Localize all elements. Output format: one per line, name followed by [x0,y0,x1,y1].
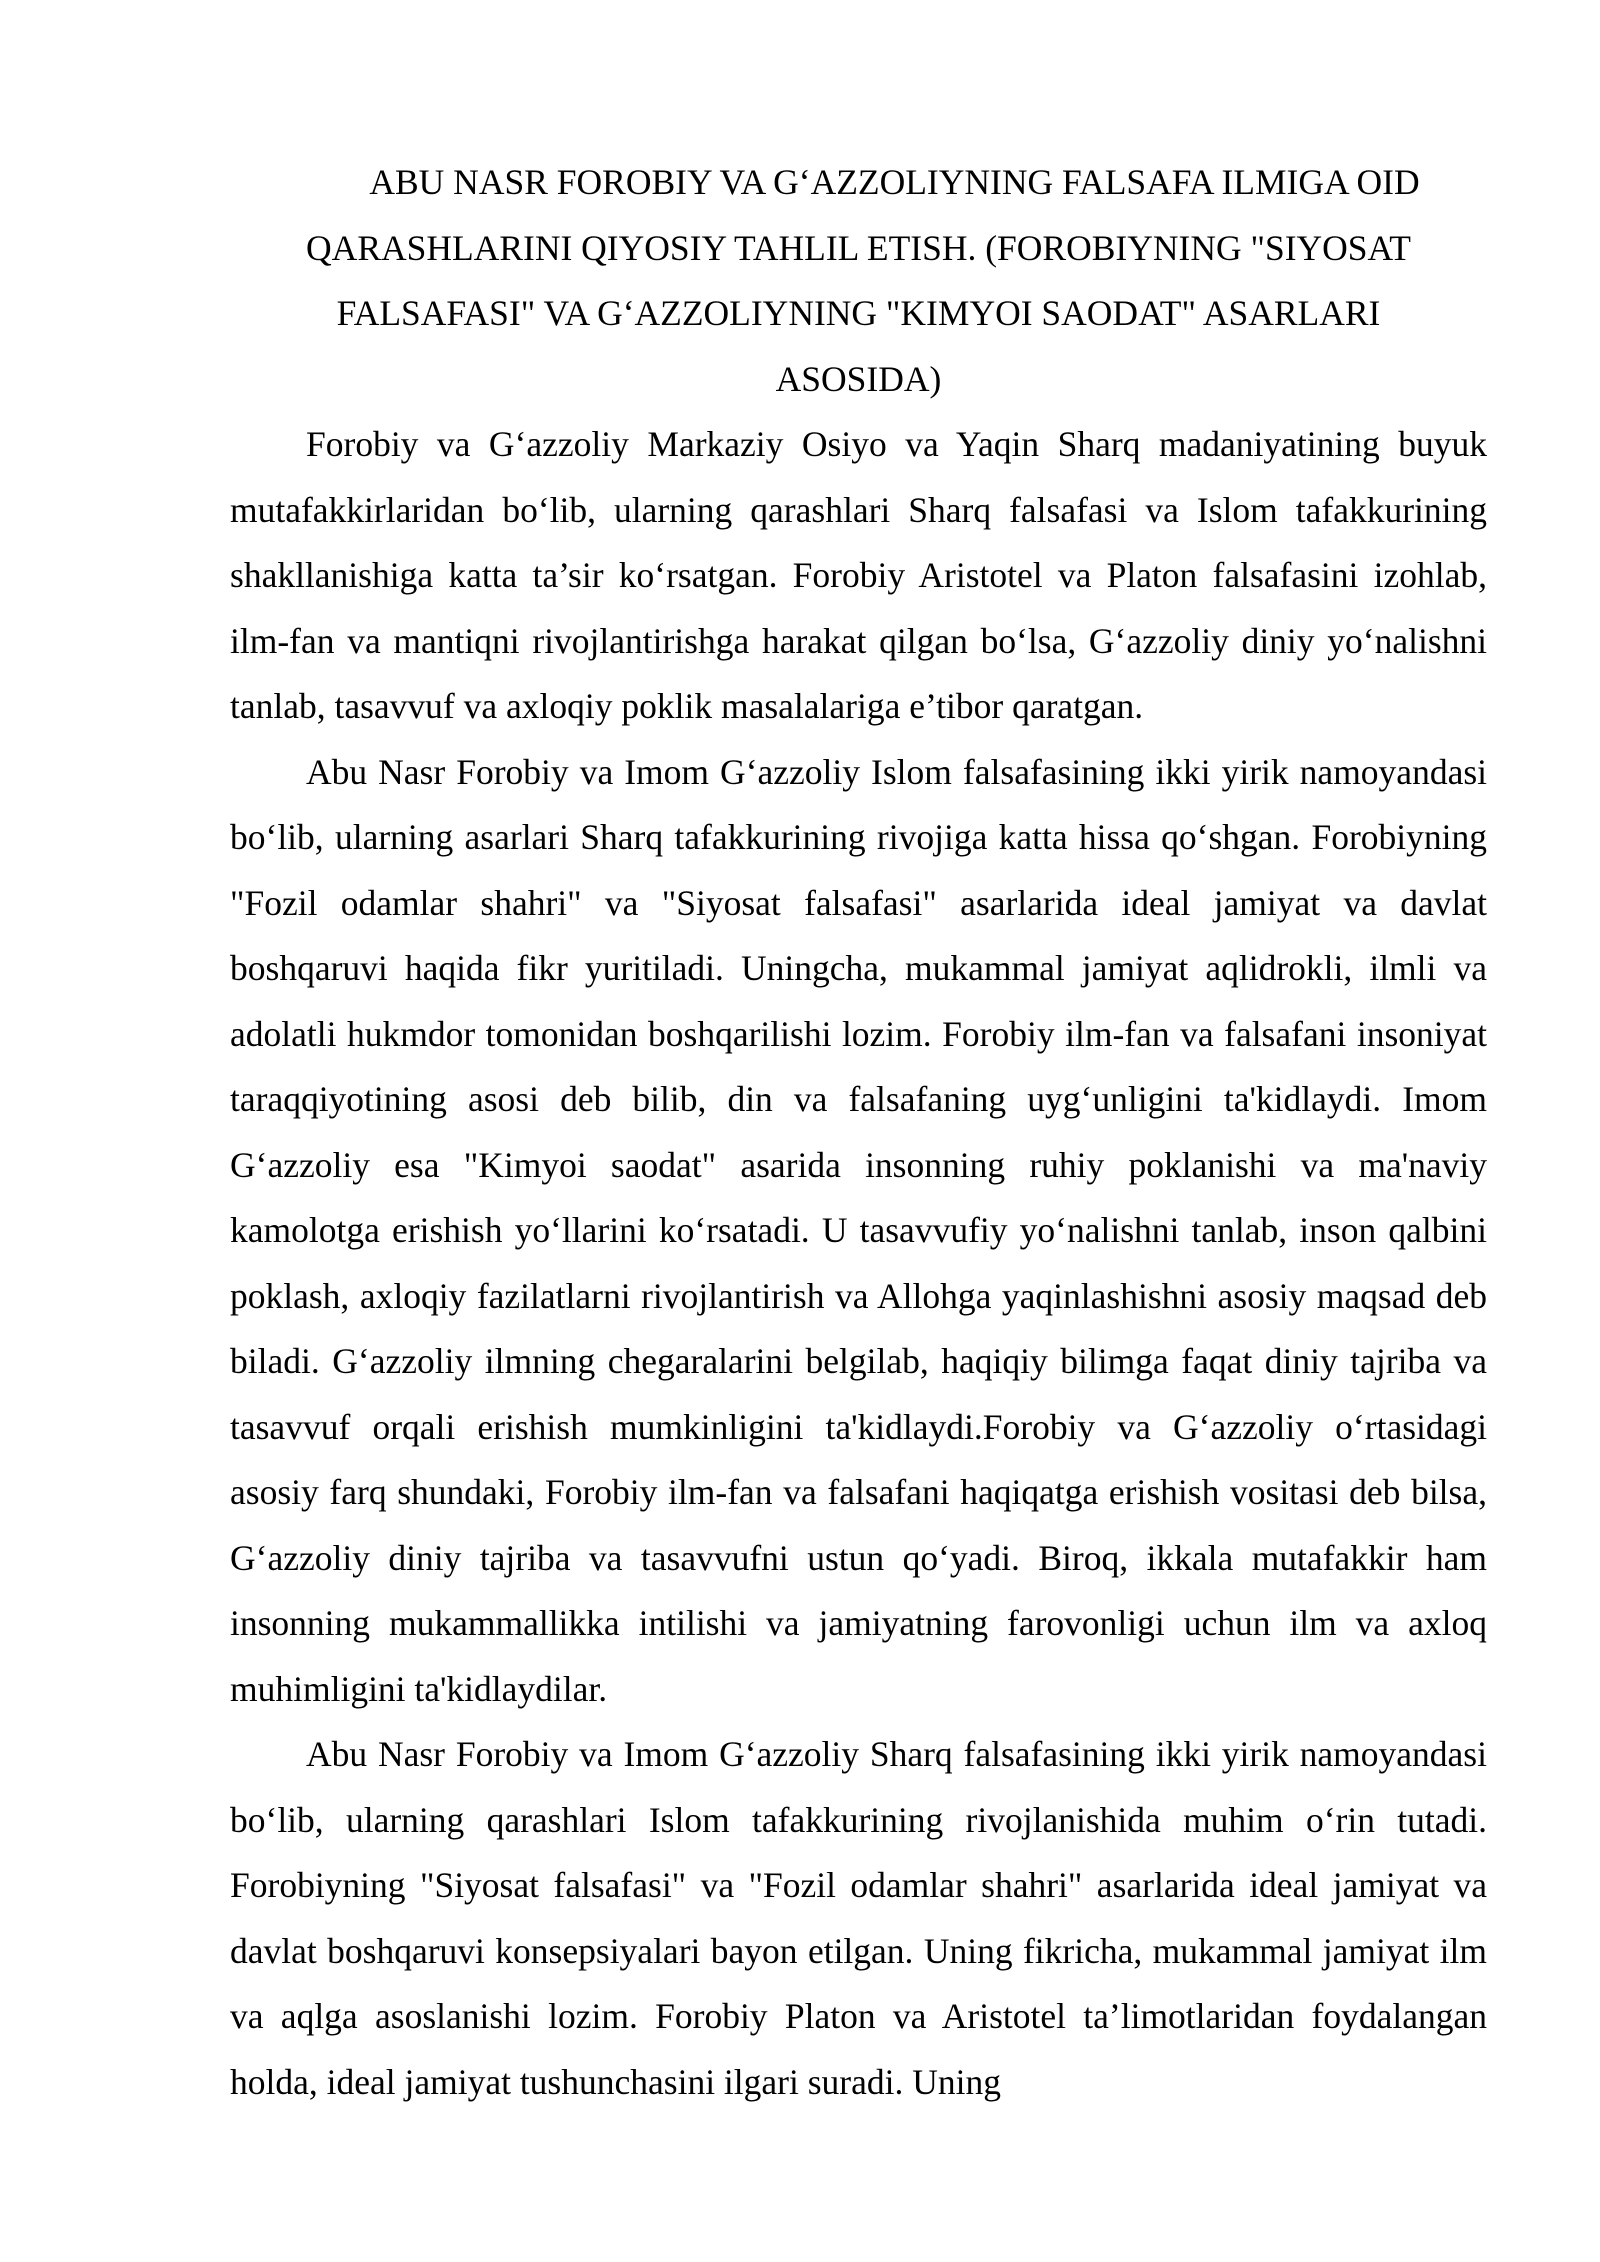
title-line: ASOSIDA) [775,358,942,399]
paragraph-intro: Forobiy va G‘azzoliy Markaziy Osiyo va Yaqin Sharq madaniyatining buyuk mutafakkirlaridan bo‘lib, ularning qarashlari Sharq falsafasi va Islom tafakkurining shakllanishiga katta ta’sir ko‘rsatgan. Forobiy Aristotel va Platon falsafasini izohlab, ilm-fan va mantiqni rivojlantirishga harakat qilgan bo‘lsa, G‘azzoliy diniy yo‘nalishni tanlab, tasavvuf va axloqiy poklik masalalariga e’tibor qaratgan. [230,424,1487,726]
title-line: QARASHLARINI QIYOSIY TAHLIL ETISH. (FOROBIYNING "SIYOSAT [306,227,1411,268]
paragraph-comparison: Abu Nasr Forobiy va Imom G‘azzoliy Islom falsafasining ikki yirik namoyandasi bo‘lib, ularning asarlari Sharq tafakkurining rivojiga katta hissa qo‘shgan. Forobiyning "Fozil odamlar shahri" va "Siyosat falsafasi" asarlarida ideal jamiyat va davlat boshqaruvi haqida fikr yuritiladi. Uningcha, mukammal jamiyat aqlidrokli, ilmli va adolatli hukmdor tomonidan boshqarilishi lozim. Forobiy ilm-fan va falsafani insoniyat taraqqiyotining asosi deb bilib, din va falsafaning uyg‘unligini ta'kidlaydi. Imom G‘azzoliy esa "Kimyoi saodat" asarida insonning ruhiy poklanishi va ma'naviy kamolotga erishish yo‘llarini ko‘rsatadi. U tasavvufiy yo‘nalishni tanlab, inson qalbini poklash, axloqiy fazilatlarni rivojlantirish va Allohga yaqinlashishni asosiy maqsad deb biladi. G‘azzoliy ilmning chegaralarini belgilab, haqiqiy bilimga faqat diniy tajriba va tasavvuf orqali erishish mumkinligini ta'kidlaydi.Forobiy va G‘azzoliy o‘rtasidagi asosiy farq shundaki, Forobiy ilm-fan va falsafani haqiqatga erishish vositasi deb bilsa, G‘azzoliy diniy tajriba va tasavvufni ustun qo‘yadi. Biroq, ikkala mutafakkir ham insonning mukammallikka intilishi va jamiyatning farovonligi uchun ilm va axloq muhimligini ta'kidlaydilar. [230,751,1487,1709]
paragraph-continuation: Abu Nasr Forobiy va Imom G‘azzoliy Sharq falsafasining ikki yirik namoyandasi bo‘lib, ularning qarashlari Islom tafakkurining rivojlanishida muhim o‘rin tutadi. Forobiyning "Siyosat falsafasi" va "Fozil odamlar shahri" asarlarida ideal jamiyat va davlat boshqaruvi konsepsiyalari bayon etilgan. Uning fikricha, mukammal jamiyat ilm va aqlga asoslanishi lozim. Forobiy Platon va Aristotel ta’limotlaridan foydalangan holda, ideal jamiyat tushunchasini ilgari suradi. Uning [230,1734,1487,2102]
document-title [230,150,1487,412]
title-line: FALSAFASI" VA G‘AZZOLIYNING "KIMYOI SAODAT" ASARLARI [336,293,1381,333]
title-line: ABU NASR FOROBIY VA G‘AZZOLIYNING FALSAFA ILMIGA OID [369,162,1420,202]
document-body [230,150,1487,2115]
